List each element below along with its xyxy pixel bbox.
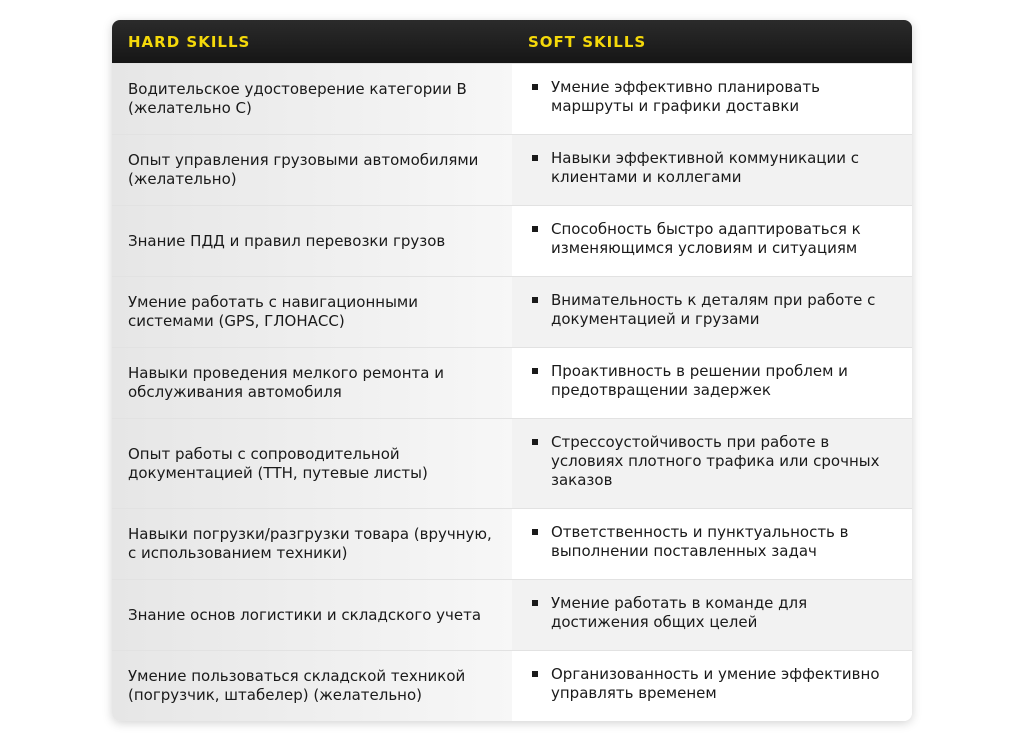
soft-skill-text: Ответственность и пунктуальность в выполнении поставленных задач <box>551 523 849 560</box>
soft-skill-text: Внимательность к деталям при работе с документацией и грузами <box>551 291 876 328</box>
soft-skill-cell <box>512 64 912 134</box>
hard-skill-cell: Опыт работы с сопроводительной документацией (ТТН, путевые листы) <box>112 419 512 508</box>
hard-skills-heading: HARD SKILLS <box>128 32 251 51</box>
table-row <box>112 347 912 418</box>
soft-skill-text: Организованность и умение эффективно управлять временем <box>551 665 880 702</box>
table-row <box>112 650 912 721</box>
hard-skill-cell: Навыки погрузки/разгрузки товара (вручную, с использованием техники) <box>112 509 512 579</box>
soft-skill-cell <box>512 206 912 276</box>
soft-skill-cell <box>512 348 912 418</box>
hard-skill-cell: Знание основ логистики и складского учета <box>112 580 512 650</box>
soft-skill-cell <box>512 509 912 579</box>
table-row <box>112 418 912 508</box>
soft-skill-text: Проактивность в решении проблем и предотвращении задержек <box>551 362 848 399</box>
hard-skill-cell: Навыки проведения мелкого ремонта и обслуживания автомобиля <box>112 348 512 418</box>
bullet-icon <box>532 297 538 303</box>
soft-skill-cell <box>512 277 912 347</box>
soft-skill-cell <box>512 419 912 508</box>
soft-skill-text: Умение работать в команде для достижения общих целей <box>551 594 808 631</box>
soft-skill-cell <box>512 135 912 205</box>
soft-skill-text: Навыки эффективной коммуникации с клиентами и коллегами <box>551 149 860 186</box>
table-row <box>112 134 912 205</box>
soft-skill-cell <box>512 651 912 721</box>
hard-skill-cell: Умение работать с навигационными системами (GPS, ГЛОНАСС) <box>112 277 512 347</box>
bullet-icon <box>532 226 538 232</box>
table-row <box>112 508 912 579</box>
hard-skill-cell: Умение пользоваться складской техникой (погрузчик, штабелер) (желательно) <box>112 651 512 721</box>
bullet-icon <box>532 368 538 374</box>
table-row <box>112 63 912 134</box>
bullet-icon <box>532 155 538 161</box>
hard-skill-cell: Водительское удостоверение категории B (желательно C) <box>112 64 512 134</box>
soft-skill-cell <box>512 580 912 650</box>
bullet-icon <box>532 439 538 445</box>
soft-skills-heading: SOFT SKILLS <box>528 32 647 51</box>
soft-skill-text: Стрессоустойчивость при работе в условиях плотного трафика или срочных заказов <box>551 433 880 489</box>
table-row <box>112 276 912 347</box>
bullet-icon <box>532 529 538 535</box>
soft-skill-text: Умение эффективно планировать маршруты и графики доставки <box>551 78 820 115</box>
table-header <box>112 20 912 63</box>
bullet-icon <box>532 671 538 677</box>
bullet-icon <box>532 600 538 606</box>
bullet-icon <box>532 84 538 90</box>
soft-skill-text: Способность быстро адаптироваться к изменяющимся условиям и ситуациям <box>551 220 861 257</box>
table-row <box>112 579 912 650</box>
skills-table <box>112 20 912 721</box>
hard-skill-cell: Опыт управления грузовыми автомобилями (желательно) <box>112 135 512 205</box>
table-row <box>112 205 912 276</box>
hard-skill-cell: Знание ПДД и правил перевозки грузов <box>112 206 512 276</box>
